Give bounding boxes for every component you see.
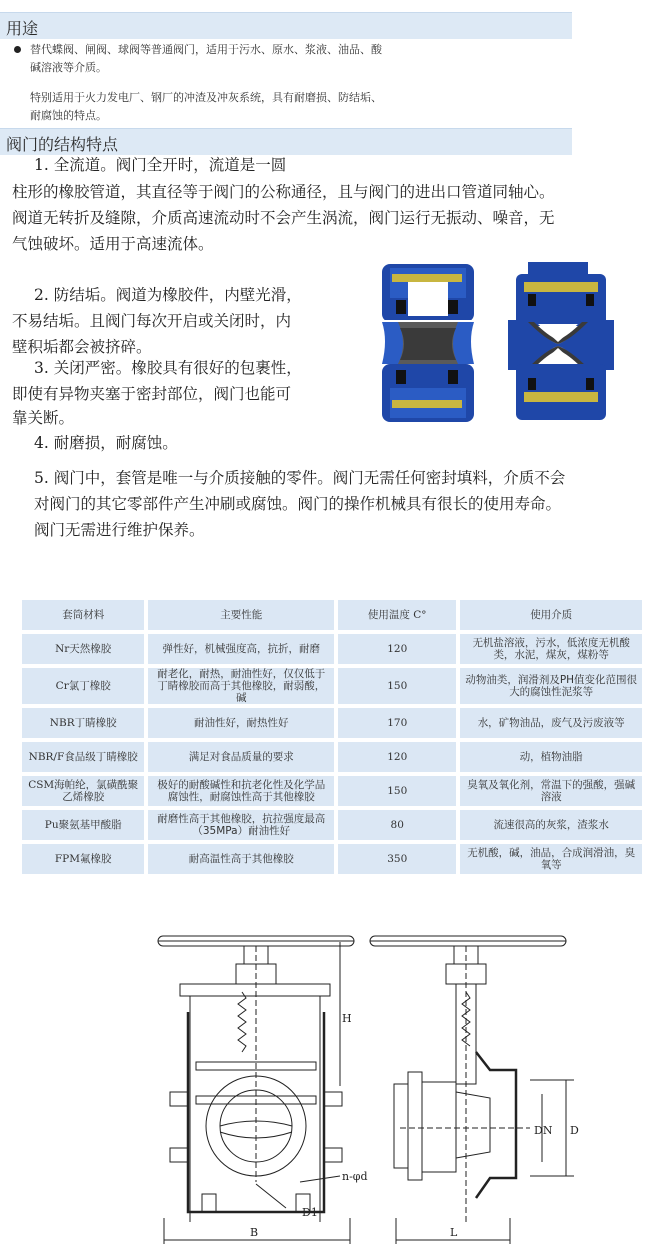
table-cell: 170 xyxy=(338,708,456,738)
usage-text-line4: 耐腐蚀的特点。 xyxy=(30,109,107,122)
table-cell: 80 xyxy=(338,810,456,840)
bullet-icon xyxy=(14,46,21,53)
valve-closed-illustration xyxy=(508,262,614,420)
feature-3-line2: 即使有异物夹塞于密封部位，阀门也能可 xyxy=(12,385,292,403)
front-view-drawing xyxy=(158,936,354,1244)
usage-text-line3: 特别适用于火力发电厂、钢厂的冲渣及冲灰系统，具有耐磨损、防结垢、 xyxy=(30,91,382,104)
usage-section-header xyxy=(0,12,572,39)
table-header-cell: 套筒材料 xyxy=(22,600,144,630)
feature-2-line3: 壁积垢都会被挤碎。 xyxy=(12,338,152,356)
table-cell: 动物油类，润滑剂及PH值变化范围很大的腐蚀性泥浆等 xyxy=(460,668,642,704)
table-row xyxy=(22,708,642,738)
table-cell: Pu聚氨基甲酸脂 xyxy=(22,810,144,840)
valve-cross-section-illustration xyxy=(378,260,638,430)
table-cell: Cr氯丁橡胶 xyxy=(22,668,144,704)
table-header-cell: 使用介质 xyxy=(460,600,642,630)
table-cell: 无机酸，碱，油品，合成润滑油，臭氧等 xyxy=(460,844,642,874)
table-row xyxy=(22,810,642,840)
table-cell: CSM海帕纶，氯磺酰聚乙烯橡胶 xyxy=(22,776,144,806)
table-cell: FPM氟橡胶 xyxy=(22,844,144,874)
feature-4-line1: 4. 耐磨损，耐腐蚀。 xyxy=(34,434,178,452)
feature-5-line2: 对阀门的其它零部件产生冲刷或腐蚀。阀门的操作机械具有很长的使用寿命。 xyxy=(34,495,562,513)
dim-label-d1: D1 xyxy=(302,1206,318,1219)
table-row xyxy=(22,844,642,874)
table-header-cell: 主要性能 xyxy=(148,600,334,630)
table-cell: 150 xyxy=(338,668,456,704)
table-cell: 耐油性好，耐热性好 xyxy=(148,708,334,738)
table-cell: 流速很高的灰浆，渣浆水 xyxy=(460,810,642,840)
table-cell: 120 xyxy=(338,634,456,664)
table-row xyxy=(22,668,642,704)
feature-2-line1: 2. 防结垢。阀道为橡胶件，内壁光滑， xyxy=(34,286,302,304)
table-cell: 水，矿物油品，废气及污废液等 xyxy=(460,708,642,738)
table-header-row xyxy=(22,600,642,630)
feature-1-line4: 气蚀破坏。适用于高速流体。 xyxy=(12,235,214,253)
dim-label-nphid: n-φd xyxy=(342,1170,368,1183)
feature-3-line3: 靠关断。 xyxy=(12,409,75,427)
table-cell: 耐老化，耐热，耐油性好，仅仅低于丁睛橡胶而高于其他橡胶，耐弱酸，碱 xyxy=(148,668,334,704)
table-cell: 350 xyxy=(338,844,456,874)
side-view-drawing xyxy=(340,936,574,1244)
feature-1-line3: 阀道无转折及缝隙，介质高速流动时不会产生涡流，阀门运行无振动、噪音，无 xyxy=(12,209,555,227)
table-header-cell: 使用温度 C° xyxy=(338,600,456,630)
table-cell: 耐高温性高于其他橡胶 xyxy=(148,844,334,874)
usage-text-line2: 碱溶液等介质。 xyxy=(30,61,107,74)
table-row xyxy=(22,634,642,664)
feature-3-line1: 3. 关闭严密。橡胶具有很好的包裹性， xyxy=(34,359,302,377)
valve-technical-drawing xyxy=(150,922,630,1252)
material-spec-table xyxy=(18,596,646,878)
dim-label-dn: DN xyxy=(534,1124,553,1137)
dim-label-h: H xyxy=(342,1012,352,1025)
dim-label-d: D xyxy=(570,1124,579,1137)
usage-section-title: 用途 xyxy=(6,19,39,38)
table-cell: 满足对食品质量的要求 xyxy=(148,742,334,772)
feature-1-line2: 柱形的橡胶管道，其直径等于阀门的公称通径，且与阀门的进出口管道同轴心。 xyxy=(12,183,555,201)
valve-open-illustration xyxy=(382,264,474,422)
table-cell: 120 xyxy=(338,742,456,772)
feature-5-line3: 阀门无需进行维护保养。 xyxy=(34,521,205,539)
table-cell: NBR丁睛橡胶 xyxy=(22,708,144,738)
feature-2-line2: 不易结垢。且阀门每次开启或关闭时，内 xyxy=(12,312,292,330)
table-cell: Nr天然橡胶 xyxy=(22,634,144,664)
table-cell: 臭氧及氧化剂，常温下的强酸，强碱溶液 xyxy=(460,776,642,806)
table-cell: 150 xyxy=(338,776,456,806)
feature-5-line1: 5. 阀门中，套管是唯一与介质接触的零件。阀门无需任何密封填料，介质不会 xyxy=(34,469,566,487)
table-cell: 耐磨性高于其他橡胶，抗拉强度最高（35MPa）耐油性好 xyxy=(148,810,334,840)
table-row xyxy=(22,776,642,806)
table-cell: 无机盐溶液，污水，低浓度无机酸类，水泥，煤灰，煤粉等 xyxy=(460,634,642,664)
table-cell: NBR/F食品级丁睛橡胶 xyxy=(22,742,144,772)
table-cell: 极好的耐酸碱性和抗老化性及化学品腐蚀性，耐腐蚀性高于其他橡胶 xyxy=(148,776,334,806)
dim-label-b: B xyxy=(250,1226,259,1239)
usage-text-line1: 替代蝶阀、闸阀、球阀等普通阀门，适用于污水、原水、浆液、油品、酸 xyxy=(30,43,382,56)
feature-1-line1: 1. 全流道。阀门全开时，流道是一圆 xyxy=(34,156,287,174)
table-row xyxy=(22,742,642,772)
table-cell: 弹性好，机械强度高，抗折，耐磨 xyxy=(148,634,334,664)
table-cell: 动，植物油脂 xyxy=(460,742,642,772)
dim-label-l: L xyxy=(450,1226,458,1239)
structure-section-header xyxy=(0,128,572,155)
structure-section-title: 阀门的结构特点 xyxy=(6,135,119,154)
